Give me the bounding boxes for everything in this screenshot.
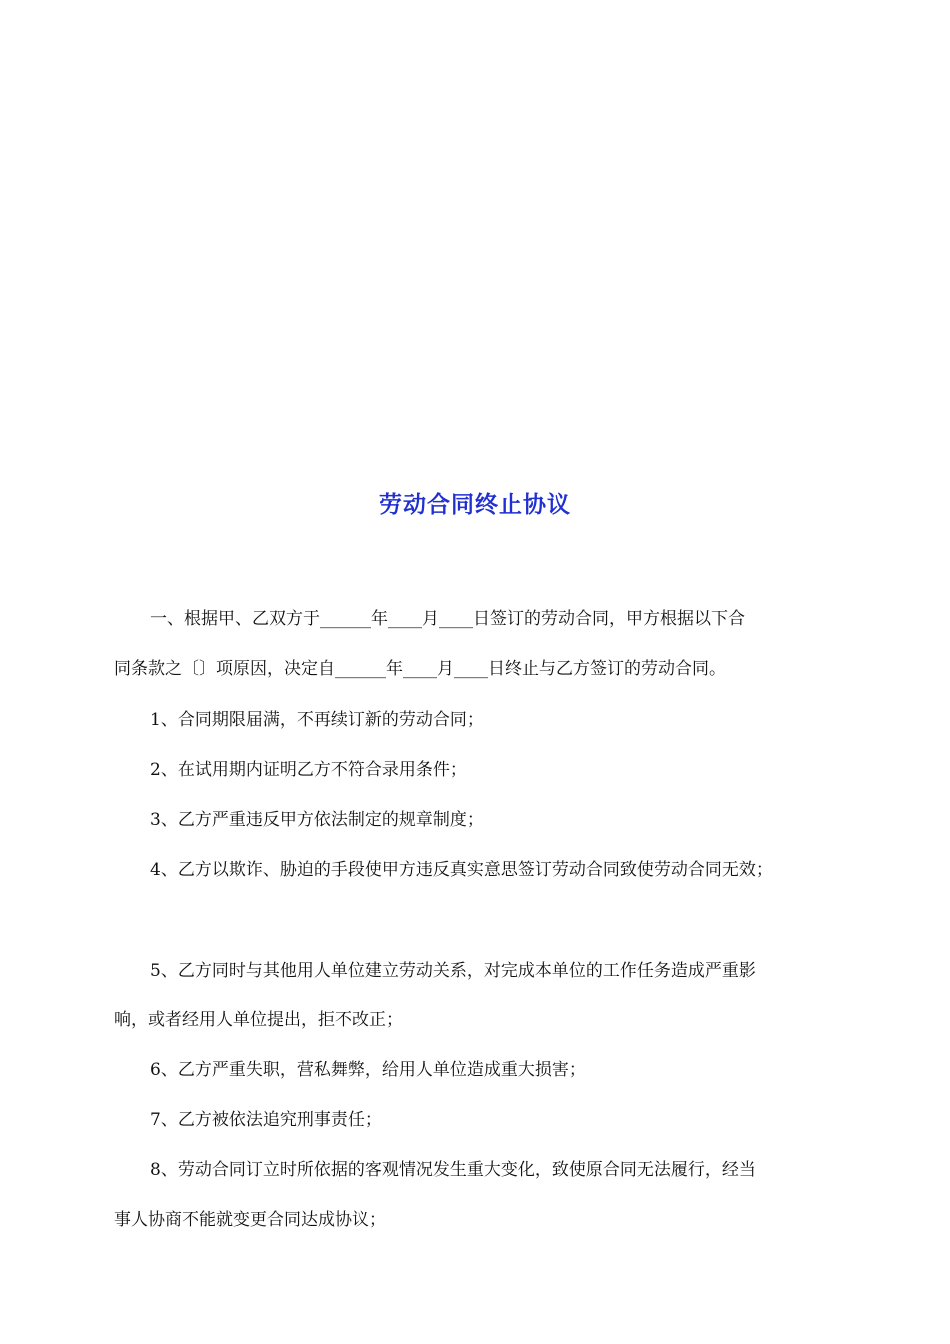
clause-item: 1、合同期限届满，不再续订新的劳动合同； xyxy=(150,710,484,730)
clause-item: 6、乙方严重失职，营私舞弊，给用人单位造成重大损害； xyxy=(150,1060,586,1080)
document-title: 劳动合同终止协议 xyxy=(379,492,571,518)
clause-item-continuation: 事人协商不能就变更合同达成协议； xyxy=(114,1210,386,1230)
clause-item: 4、乙方以欺诈、胁迫的手段使甲方违反真实意思签订劳动合同致使劳动合同无效； xyxy=(150,860,773,880)
paragraph-line: 同条款之〔〕项原因，决定自______年____月____日终止与乙方签订的劳动合同。 xyxy=(114,659,726,679)
clause-item: 3、乙方严重违反甲方依法制定的规章制度； xyxy=(150,810,484,830)
clause-item: 8、劳动合同订立时所依据的客观情况发生重大变化，致使原合同无法履行，经当 xyxy=(150,1160,756,1180)
clause-item: 2、在试用期内证明乙方不符合录用条件； xyxy=(150,760,467,780)
clause-item: 7、乙方被依法追究刑事责任； xyxy=(150,1110,382,1130)
clause-item-continuation: 响，或者经用人单位提出，拒不改正； xyxy=(114,1010,403,1030)
clause-item: 5、乙方同时与其他用人单位建立劳动关系，对完成本单位的工作任务造成严重影 xyxy=(150,961,756,981)
paragraph-line: 一、根据甲、乙双方于______年____月____日签订的劳动合同，甲方根据以下合 xyxy=(150,609,745,629)
